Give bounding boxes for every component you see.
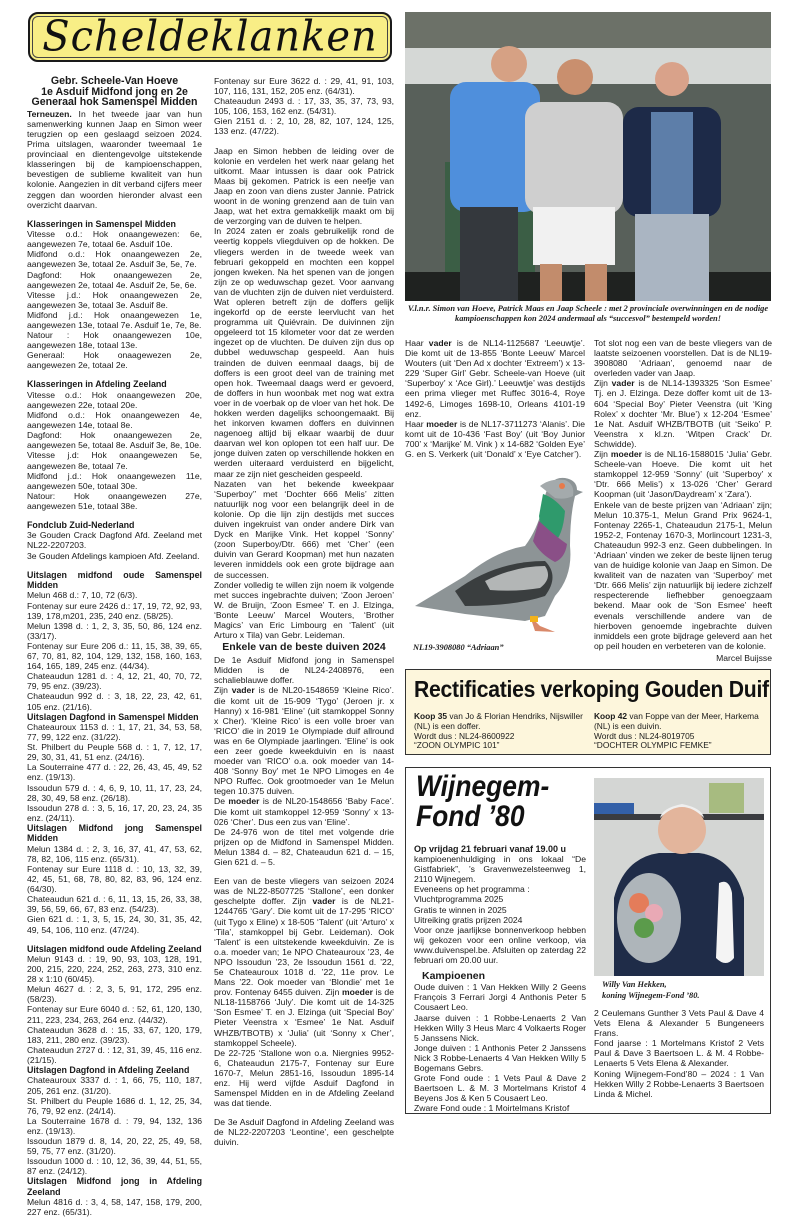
champions-line: Jaarse duiven : 1 Robbe-Lenaerts 2 Van Hekken Willy 3 Heus Marc 4 Volkaerts Roger 5 Janssens Nick. xyxy=(414,1012,586,1043)
rectificaties-title: Rectificaties verkoping Gouden Duif xyxy=(414,676,769,702)
section-heading: Uitslagen Midfond jong in Afdeling Zeeland xyxy=(27,1176,202,1197)
photo-caption: V.l.n.r. Simon van Hoeve, Patrick Maas en Jaap Scheele : met 2 provinciale overwinningen en de nodige kampioenschappen kon 2024 andermaal als “succesvol” bestempeld worden! xyxy=(407,304,769,323)
article-headline: Gebr. Scheele-Van Hoeve 1e Asduif Midfond jong en 2e Generaal hok Samenspel Midden xyxy=(31,75,198,109)
subheading-best-pigeons: Enkele van de beste duiven 2024 xyxy=(222,641,386,654)
article-lead: Terneuzen. In het tweede jaar van hun samenwerking kunnen Jaap en Simon weer terugzien op een geslaagd seizoen 2024. Prima uitslagen, waaronder tweemaal 1e provinciaal en dientengevolge uitstekende klasseringen bij de kampioenschappen, bevestigen de sublieme kwaliteit van hun kolonie. Aangezien in dit verband cijfers meer zeggen dan woorden hieronder alvast een overzicht daarvan. xyxy=(27,108,202,210)
paragraph: In 2024 zaten er zoals gebruikelijk rond de veertig koppels vliegduiven op de hokken. De vliegers werden in de tweede week van februari gekoppeld en mochten een koppel jongen kweken. Na het spenen van de jongen zijn ze op weduwschap gezet. Voor aanvang van de vluchten zijn de duiven niet verduisterd. Wat opleren betreft zijn de doffers gelijk ingekorfd op de eerste leervlucht van het programma uit Quiévrain. De duivinnen zijn opgeleerd tot 15 kilometer voor dat ze werden ingezet op de vluchten. De duiven zijn dus op dubbel weduwschap gespeeld. Aan huis trainden de duiven eenmaal daags, bij de doffers is een groot deel van de training met open hok. Tweemaal daags werd er gevoerd, de doffers in hun woonbak met nog wat extra voer in de voerbak op de vloer van het hok. De hokken werden dagelijks schoongemaakt. Bij het inkorven kwamen doffers en duivinnen nagenoeg altijd bij elkaar waarbij de duur daarvan wel kon oplopen tot een half uur. De jonge duiven zaten op verschillende hokken en werden uiteraard verduisterd en bijgelicht, maar ze zijn niet gescheiden gespeeld. xyxy=(214,226,394,479)
ranking-list: Vitesse o.d.: Hok onaangewezen: 6e, aangewezen 7e, totaal 6e. Asduif 10e. Midfond o.d.: Hok onaangewezen 2e, aangewezen 3e, totaal 2e. Asduif 3e, 5e, 7e. Dagfond: Hok onaangewezen 2e, aangewezen 2e, totaal 4e. Asduif 2e, 5e, 6e. Vitesse j.d.: Hok onaangewezen 2e, aangewezen 3e, totaal 3e. Asduif 8e. Midfond j.d.: Hok onaangewezen 1e, aangewezen 13e, totaal 7e. Asduif 1e, 7e, 8e. Natour : Hok onaangewezen 10e, aangewezen 18e, totaal 13e. Generaal: Hok onaagewezen 2e, aangewezen 2e, totaal 2e. xyxy=(27,229,202,371)
article-column-1: Gebr. Scheele-Van Hoeve 1e Asduif Midfond jong en 2e Generaal hok Samenspel Midden Terneuzen. In het tweede jaar van hun samenwerking kunnen Jaap en Simon weer terugzien op een geslaagd seizoen 2024. Prima uitslagen, waaronder tweemaal 1e provinciaal en dientengevolge uitstekende klasseringen bij de kampioenschappen, bevestigen de sublieme kwaliteit van hun kolonie. Aangezien in dit verband cijfers meer zeggen dan woorden hieronder alvast een overzicht daarvan. Klasseringen in Samenspel Midden Vitesse o.d.: Hok onaangewezen: 6e, aangewezen 7e, totaal 6e. Asduif 10e. Midfond o.d.: Hok onaangewezen 2e, aangewezen 3e, totaal 2e. Asduif 3e, 5e, 7e. Dagfond: Hok onaangewezen 2e, aangewezen 2e, totaal 4e. Asduif 2e, 5e, 6e. Vitesse j.d.: Hok onaangewezen 2e, aangewezen 3e, totaal 3e. Asduif 8e. Midfond j.d.: Hok onaangewezen 1e, aangewezen 13e, totaal 7e. Asduif 1e, 7e, 8e. Natour : Hok onaangewezen 10e, aangewezen 18e, totaal 13e. Generaal: Hok onaagewezen 2e, aangewezen 2e, totaal 2e. Klasseringen in Afdeling Zeeland Vitesse o.d.: Hok onaangewezen 20e, aangewezen 22e, totaal 20e. Midfond o.d.: Hok onaangewezen 4e, aangewezen 14e, totaal 8e. Dagfond: Hok onaangewezen 2e, aangewezen 5e, totaal 8e. Asduif 3e, 8e, 10e. Vitesse j.d: Hok onaangewezen 5e, aangewezen 8e, totaal 7e. Midfond j.d.: Hok onaangewezen 11e, aangewezen 50e, totaal 30e. Natour: Hok onaangewezen 27e, aangewezen 51e, totaal 38e. Fondclub Zuid-Nederland 3e Gouden Crack Dagfond Afd. Zeeland met NL22-2207203. 3e Gouden Afdelings kampioen Afd. Zeeland. Uitslagen midfond oude Samenspel Midden Melun 468 d.: 7, 10, 72 (6/3). Fontenay sur eure 2426 d.: 17, 19, 72, 92, 93, 139, 178,m201, 235, 240 enz. (58/25). Melun 1398 d. : 1, 2, 3, 35, 50, 86, 124 enz. (33/17). Fontenay sur Eure 206 d.: 11, 15, 38, 39, 65, 67, 70, 81, 82, 104, 129, 132, 158, 160, 163, 164, 165, 189, 245 enz. (44/34). Chateaudun 1281 d. : 4, 12, 21, 40, 70, 72, 79, 95 enz. (39/23). Chateaudun 992 d. : 3, 18, 22, 23, 42, 61, 105 enz. (21/16). Uitslagen Dagfond in Samenspel Midden Chateauroux 1153 d. : 1, 17, 21, 34, 53, 58, 77, 99, 122 enz. (31/22). St. Philbert du Peuple 568 d. : 1, 7, 12, 17, 29, 30, 31, 41, 51 enz. (24/16). La Souterraine 477 d. : 22, 26, 43, 45, 49, 52 enz. (19/13). Issoudun 579 d. : 4, 6, 9, 10, 11, 17, 23, 24, 28, 30, 49, 58 enz. (26/18). Issoudun 278 d. : 3, 5, 16, 17, 20, 23, 24, 35 enz. (24/11). Uitslagen Midfond jong Samenspel Midden Melun 1384 d. : 2, 3, 16, 37, 41, 47, 53, 62, 78, 82, 106, 115 enz. (65/31). Fontenay sur Eure 1118 d. : 10, 13, 32, 39, 42, 45, 51, 68, 78, 80, 82, 83, 96, 124 enz. (64/30). Chateaudun 621 d. : 6, 11, 13, 15, 26, 33, 38, 39, 56, 59, 66, 67, 83 enz. (54/23). Gien 621 d. : 1, 3, 5, 15, 24, 30, 31, 35, 42, 49, 54, 106, 110 enz. (47/24). Uitslagen midfond oude Afdeling Zeeland Melun 9143 d. : 19, 90, 93, 103, 128, 191, 200, 215, 220, 224, 252, 263, 273, 310 enz. 28 x 1:10 (60/45). Melun 4627 d. : 2, 3, 5, 91, 172, 295 enz. (58/23). Fontenay sur Eure 6040 d. : 52, 61, 120, 130, 211, 223, 234, 263, 264 enz. (44/32). Chateaudun 3628 d. : 15, 33, 67, 120, 179, 183, 211, 280 enz. (39/23). Chateaudun 2727 d. : 12, 31, 39, 45, 116 enz. (21/15). Uitslagen Dagfond in Afdeling Zeeland Chateauroux 3337 d. : 1, 66, 75, 110, 187, 205, 261 enz. (31/20). St. Philbert du Peuple 1686 d. 1, 12, 25, 34, 76, 79, 92 enz. (24/14). La Souterraine 1678 d. : 79, 94, 132, 136 enz. (19/13). Issoudun 1879 d. 8, 14, 20, 22, 25, 49, 58, 59, 75, 77 enz. (31/20). Issoudun 1000 d. : 10, 12, 36, 39, 44, 51, 55, 87 enz. (24/12). Uitslagen Midfond jong in Afdeling Zeeland Melun 4816 d. : 3, 4, 58, 147, 158, 179, 200, 227 enz. (65/31). xyxy=(27,75,202,1217)
paragraph: Zonder volledig te willen zijn noem ik volgende met succes ingebrachte duiven; ‘Zoon Jeroen’ W. de Bruijn, ‘Zoon Esmee’ T. en J. Elzinga, ‘Bonte Leeuw’ Marcel Wouters, ‘Brother Magics’ van Eric Limbourg en ‘Talent’ (uit Arturo x Tila) van Gebr. Leideman. xyxy=(214,579,394,641)
section-heading: Fondclub Zuid-Nederland xyxy=(27,519,135,530)
masthead-title: Scheldeklanken xyxy=(42,12,378,62)
results-list: Chateauroux 1153 d. : 1, 17, 21, 34, 53, 58, 77, 99, 122 enz. (31/22). St. Philbert du Peuple 568 d. : 1, 7, 12, 17, 29, 30, 31, 41, 51 enz. (24/16). La Souterraine 477 d. : 22, 26, 43, 45, 49, 52 enz. (19/13). Issoudun 579 d. : 4, 6, 9, 10, 11, 17, 23, 24, 28, 30, 49, 58 enz. (26/18). Issoudun 278 d. : 3, 5, 16, 17, 20, 23, 24, 35 enz. (24/11). xyxy=(27,722,202,823)
masthead xyxy=(28,12,392,62)
results-list: Melun 468 d.: 7, 10, 72 (6/3). Fontenay sur eure 2426 d.: 17, 19, 72, 92, 93, 139, 178,m201, 235, 240 enz. (58/25). Melun 1398 d. : 1, 2, 3, 35, 50, 86, 124 enz. (33/17). Fontenay sur Eure 206 d.: 11, 15, 38, 39, 65, 67, 70, 81, 82, 104, 129, 132, 158, 160, 163, 164, 165, 189, 245 enz. (44/34). Chateaudun 1281 d. : 4, 12, 21, 40, 70, 72, 79, 95 enz. (39/23). Chateaudun 992 d. : 3, 18, 22, 23, 42, 61, 105 enz. (21/16). xyxy=(27,590,202,712)
section-heading: Uitslagen Dagfond in Samenspel Midden xyxy=(27,711,199,722)
section-heading: Klasseringen in Afdeling Zeeland xyxy=(27,379,167,390)
champions-line: 2 Ceulemans Gunther 3 Vets Paul & Dave 4 Vets Elena & Alexander 5 Bungeneers Frans. xyxy=(594,1008,764,1039)
photo-illustration xyxy=(405,12,771,301)
paragraph: Zijn vader is de NL20-1548659 ‘Kleine Rico’. die komt uit de 15-909 ‘Tygo’ (Jeroen jr. x Hanny) x 16-981 ‘Eline’ (uit stamkoppel Sonny x Cher). ‘Kleine Rico’ is een volle broer van ‘RICO’ die in 2019 1e Olympiade duif allround was en 6e Olympiade jaarlingen. ‘Eline’ is ook een zeer goede kweekduivin en is naast moeder van ‘RICO’ o.a. ook moeder van 14-408 ‘Sonny Boy’ met 1e NPO Limoges en 4e NPO Ruffec. Ook grootmoeder van 1e Melun tegen 10.375 duiven. xyxy=(214,685,394,797)
rectification-item: Koop 42 van Foppe van der Meer, Harkema (NL) is een duivin. Wordt dus : NL24-8019705 “DOCHTER OLYMPIC FEMKE” xyxy=(594,711,759,751)
paragraph: De moeder is de NL20-1548656 ‘Baby Face’. Die komt uit stamkoppel 12-959 ‘Sonny’ x 13-026 ‘Cher’. Dus een zus van ‘Eline’. xyxy=(214,796,395,827)
paragraph: Zijn vader is de NL14-1393325 ‘Son Esmee’ Tj. en J. Elzinga. Deze doffer komt uit de 13-604 ‘Special Boy’ Pieter Veenstra (uit ‘King Rolex’ x dochter ‘Mr. Blue’) x 12-204 ‘Esmee’ 1e Nat. Asduif WHZB/TBOTB (uit ‘Seiko’ P. Veenstra x kl.zn. ‘Witpen Crack’ Dr. Schwidde). xyxy=(594,378,772,449)
author-byline: Marcel Buijsse xyxy=(716,652,772,663)
champions-line: Oude duiven : 1 Van Hekken Willy 2 Geens François 3 Ferrari Jorgi 4 Anthonis Peter 5 Cousaert Leo. xyxy=(414,982,586,1013)
paragraph: De 24-976 won de titel met volgende drie prijzen op de Midfond in Samenspel Midden. Melun 1384 d. – 82, Chateaudun 621 d. – 15, Gien 621 d. – 5. xyxy=(214,826,394,868)
champions-line: Jonge duiven : 1 Anthonis Peter 2 Janssens Nick 3 Robbe-Lenaerts 4 Van Hekken Willy 5 Bogemans Gebrs. xyxy=(414,1042,586,1073)
paragraph: Zijn moeder is de NL16-1588015 ‘Julia’ Gebr. Scheele-van Hoeve. Die komt uit het stamkoppel 12-959 ‘Sonny’ (uit ‘Superboy’ x ‘Dtr. 666 Melis’) x 13-026 ‘Cher’ Gerard Koopman (uit ‘Jason/Daydream’ x ‘Zara’). xyxy=(594,449,772,500)
rectificaties-box xyxy=(405,669,771,755)
rectification-item: Koop 35 van Jo & Florian Hendriks, Nijswiller (NL) is een doffer. Wordt dus : NL24-8600922 “ZOON OLYMPIC 101” xyxy=(414,711,583,751)
section-heading: Uitslagen midfond oude Samenspel Midden xyxy=(27,569,202,591)
paragraph: De 22-725 ‘Stallone won o.a. Niergnies 9952-6, Chateaudun 2175-7, Fontenay sur Eure 1670-7, Melun 2851-16, Issoudun 1895-14 enz. Hij werd vijfde Asduif Dagfond in Samenspel Midden en in de Afdeling Zeeland was dat tiende. xyxy=(214,1047,394,1109)
article-column-3 xyxy=(405,338,585,459)
section-heading: Uitslagen midfond oude Afdeling Zeeland xyxy=(27,943,202,954)
paragraph: Haar vader is de NL14-1125687 ‘Leeuwtje’. Die komt uit de 13-855 ‘Bonte Leeuw’ Marcel Wouters (uit ‘Den Ad x dochter ‘Extreem’) x 13-229 ‘Super Girl’ Gebr. Scheele-van Hoeve (uit ‘Superboy’ x ‘Ace Girl).’ Leeuwtje’ was destijds een prima vlieger met Ruffec 3016-4, Roye 1492-6, Limoges 1698-10, Orleans 4101-19 enz. xyxy=(405,338,585,419)
champions-line: Fond jaarse : 1 Mortelmans Kristof 2 Vets Paul & Dave 3 Baertsoen L. & M. 4 Robbe-Lenaerts 5 Vets Elena & Alexander. xyxy=(594,1038,764,1069)
results-list: Melun 9143 d. : 19, 90, 93, 103, 128, 191, 200, 215, 220, 224, 252, 263, 273, 310 enz. 28 x 1:10 (60/45). Melun 4627 d. : 2, 3, 5, 91, 172, 295 enz. (58/23). Fontenay sur Eure 6040 d. : 52, 61, 120, 130, 211, 223, 234, 263, 264 enz. (44/32). Chateaudun 3628 d. : 15, 33, 67, 120, 179, 183, 211, 280 enz. (39/23). Chateaudun 2727 d. : 12, 31, 39, 45, 116 enz. (21/15). xyxy=(27,954,202,1065)
champions-line: Koning Wijnegem-Fond’80 – 2024 : 1 Van Hekken Willy 2 Robbe-Lenaerts 3 Baertsoen Linda & Michel. xyxy=(594,1068,764,1099)
section-heading: Uitslagen Midfond jong Samenspel Midden xyxy=(27,822,202,844)
wijnegem-title: Wijnegem- Fond ’80 xyxy=(416,770,550,833)
event-date: Op vrijdag 21 februari vanaf 19.00 u xyxy=(414,844,567,854)
paragraph: De 1e Asduif Midfond jong in Samenspel Midden is de NL24-2408976, een schalieblauwe doffer. xyxy=(214,655,394,686)
wijnegem-body: Op vrijdag 21 februari vanaf 19.00 u kampioenenhuldiging in ons lokaal “De Gistfabriek”, ’s Gravenwezelsteenweg 1, 2110 Wijnegem. Eveneens op het programma : Vluchtprogramma 2025 Gratis te winnen in 2025 Uitreiking gratis prijzen 2024 Voor onze jaarlijkse bonnenverkoop hebben wij gekozen voor een online verkoop, via www.duivenspel.be. Afsluiten op zaterdag 22 februari om 20.00 uur. Kampioenen Oude duiven : 1 Van Hekken Willy 2 Geens François 3 Ferrari Jorgi 4 Anthonis Peter 5 Cousaert Leo. Jaarse duiven : 1 Robbe-Lenaerts 2 Van Hekken Willy 3 Heus Marc 4 Volkaerts Roger 5 Janssens Nick. Jonge duiven : 1 Anthonis Peter 2 Janssens Nick 3 Robbe-Lenaerts 4 Van Hekken Willy 5 Bogemans Gebrs. Grote Fond oude : 1 Vets Paul & Dave 2 Baertsoen L. & M. 3 Mortelmans Kristof 4 Beyens Jos & Ken 5 Cousaert Leo. Zware Fond oude : 1 Moirtelmans Kristof xyxy=(414,844,586,1114)
dateline: Terneuzen. xyxy=(27,108,72,119)
pigeon-photo xyxy=(405,466,585,636)
photo-three-men xyxy=(405,12,771,301)
paragraph: Enkele van de beste prijzen van ‘Adriaan’ zijn; Melun 10.375-1, Melun Grand Prix 9624-1, Fontenay 2265-1, Chateaudun 2175-1, Melun 1952-2, Fontenay 1670-3, Morlincourt 1231-3, Chateaudun 992-3 enz. Geen dubbelingen. In ‘Adriaan’ vinden we zeker de beste lijnen terug van de huidige kolonie van Jaap en Simon. De kwaliteit van de nazaten van ‘Superboy’ met ‘Dtr. 666 Melis’ zijn natuurlijk bij iedere zichzelf respecterende liefhebber genoegzaam bekend. Maar ook de ‘Son Esmee’ heeft evenals verschillende andere van de hierboven genoemde ingebrachte duiven inmiddels een grote bijdrage geleverd aan het op peil houden en verbeteren van de kolonie. xyxy=(594,499,772,651)
wijnegem-fond-box xyxy=(405,767,771,1114)
article-column-2 xyxy=(214,76,394,1148)
photo-willy-van-hekken xyxy=(594,778,764,976)
paragraph: Een van de beste vliegers van seizoen 2024 was de NL22-8507725 ‘Stallone’, een donker geschelpte doffer. Zijn vader is de NL21-1244765 ‘Gary’. Die komt uit de 17-295 ‘RICO’ (uit Tygo x Eline) x 18-505 ‘Talent’ (uit ‘Arturo’ x ‘Tila’, stamkoppel bij Gebr. Leideman). Ook ‘Talent’ is een uitstekende kweekduivin. Ze is o.a. moeder van; 1e NPO Chateauroux ’23, 4e NPO Issoudun ’23, 2e Issoudun 1561 d. ’22, 5e Chateauroux 1018 d. ’22, 11e prov. Le Mans ’22. Ook moeder van ‘Blondie’ met 1e prov. Fontenay 6455 duiven. Zijn moeder is de NL18-1158766 ‘July’. Die komt uit de 14-325 ‘Son Esmee’ T. en J. Elzinga (uit ‘Special Boy’ Pieter Veenstra x ‘Esmee’ 1e Nat. Asduif WHZB/TBOTB) x ‘Julia’ (uit ‘Sonny x Cher’, stamkoppel Scheele). xyxy=(214,876,394,1048)
section-heading: Klasseringen in Samenspel Midden xyxy=(27,218,176,229)
results-list: Melun 1384 d. : 2, 3, 16, 37, 41, 47, 53, 62, 78, 82, 106, 115 enz. (65/31). Fontenay sur Eure 1118 d. : 10, 13, 32, 39, 42, 45, 51, 68, 78, 80, 82, 83, 96, 124 enz. (64/30). Chateaudun 621 d. : 6, 11, 13, 15, 26, 33, 38, 39, 56, 59, 66, 67, 83 enz. (54/23). Gien 621 d. : 1, 3, 5, 15, 24, 30, 31, 35, 42, 49, 54, 106, 110 enz. (47/24). xyxy=(27,843,202,935)
paragraph: Jaap en Simon hebben de leiding over de kolonie en verdelen het werk naar gelang het uitkomt. Maar intussen is daar ook Patrick Maas bij gekomen. Patrick is een neefje van Jaap en zoon van diens zuster Jannie. Patrick woont in de woning grenzend aan de tuin van Jaap, wat het extra gemakkelijk maakt om bij de verzorging van de duiven te helpen. xyxy=(214,145,394,227)
pigeon-caption: NL19-3908080 “Adriaan” xyxy=(413,643,504,652)
results-list: Chateauroux 3337 d. : 1, 66, 75, 110, 187, 205, 261 enz. (31/20). St. Philbert du Peuple 1686 d. 1, 12, 25, 34, 76, 79, 92 enz. (24/14). La Souterraine 1678 d. : 79, 94, 132, 136 enz. (19/13). Issoudun 1879 d. 8, 14, 20, 22, 25, 49, 58, 59, 75, 77 enz. (31/20). Issoudun 1000 d. : 10, 12, 36, 39, 44, 51, 55, 87 enz. (24/12). xyxy=(27,1075,202,1177)
results-list: Fontenay sur Eure 3622 d. : 29, 41, 91, 103, 107, 116, 131, 152, 205 enz. (64/31). Chateaudun 2493 d. : 17, 33, 35, 37, 73, 93, 105, 106, 153, 162 enz. (54/31). Gien 2151 d. : 2, 10, 28, 82, 107, 124, 125, 133 enz. (47/22). xyxy=(214,76,394,137)
photo-illustration xyxy=(594,778,764,976)
pigeon-illustration xyxy=(405,466,585,636)
kampioenen-heading: Kampioenen xyxy=(422,970,486,983)
paragraph: Nazaten van het bekende kweekpaar ‘Superboy’’ met ‘Dochter 666 Melis’ zitten natuurlijk nog voor een belangrijk deel in de kolonie. Op die lijn zijn destijds met succes duiven ingekruist van onder andere Dirk van Dyck en Marijke Vink. Het koppel ‘Sonny’ (zoon Superboy/Dtr. 666) met ‘Cher’ (een duivin van Gerard Koopman) met hun nazaten leveren inmiddels ook een grote bijdrage aan de successen. xyxy=(214,478,394,580)
paragraph: De 3e Asduif Dagfond in Afdeling Zeeland was de NL22-2207203 ‘Leontine’, een geschelpte duivin. xyxy=(214,1117,394,1148)
section-heading: Uitslagen Dagfond in Afdeling Zeeland xyxy=(27,1065,190,1076)
paragraph: Haar moeder is de NL17-3711273 ‘Alanis’. Die komt uit de 10-436 ‘Fast Boy’ (uit ‘Boy Junior 700’ x ‘Marijke’ M. Vink ) x 14-682 ‘Golden Eye’ G. en S. Verkerk (uit ‘Donald’ x ‘Eye Catcher’). xyxy=(405,418,585,460)
paragraph: Tot slot nog een van de beste vliegers van de laatste seizoenen voorstellen. Dat is de NL19-3908080 ‘Adriaan’, genoemd naar de overleden vader van Jaap. xyxy=(594,338,772,379)
champions-line: Grote Fond oude : 1 Vets Paul & Dave 2 Baertsoen L. & M. 3 Mortelmans Kristof 4 Beyens Jos & Ken 5 Cousaert Leo. xyxy=(414,1073,586,1104)
champions-line: Zware Fond oude : 1 Moirtelmans Kristof xyxy=(414,1103,570,1114)
kampioenen-continued xyxy=(594,1008,764,1099)
photo-caption: Willy Van Hekken, koning Wijnegem-Fond ’80. xyxy=(602,980,700,1000)
ranking-list: Vitesse o.d.: Hok onaangewezen 20e, aangewezen 22e, totaal 20e. Midfond o.d.: Hok onaangewezen 4e, aangewezen 14e, totaal 8e. Dagfond: Hok onaangewezen 2e, aangewezen 5e, totaal 8e. Asduif 3e, 8e, 10e. Vitesse j.d: Hok onaangewezen 5e, aangewezen 8e, totaal 7e. Midfond j.d.: Hok onaangewezen 11e, aangewezen 50e, totaal 30e. Natour: Hok onaangewezen 27e, aangewezen 51e, totaal 38e. xyxy=(27,389,202,511)
article-column-4 xyxy=(594,338,772,663)
